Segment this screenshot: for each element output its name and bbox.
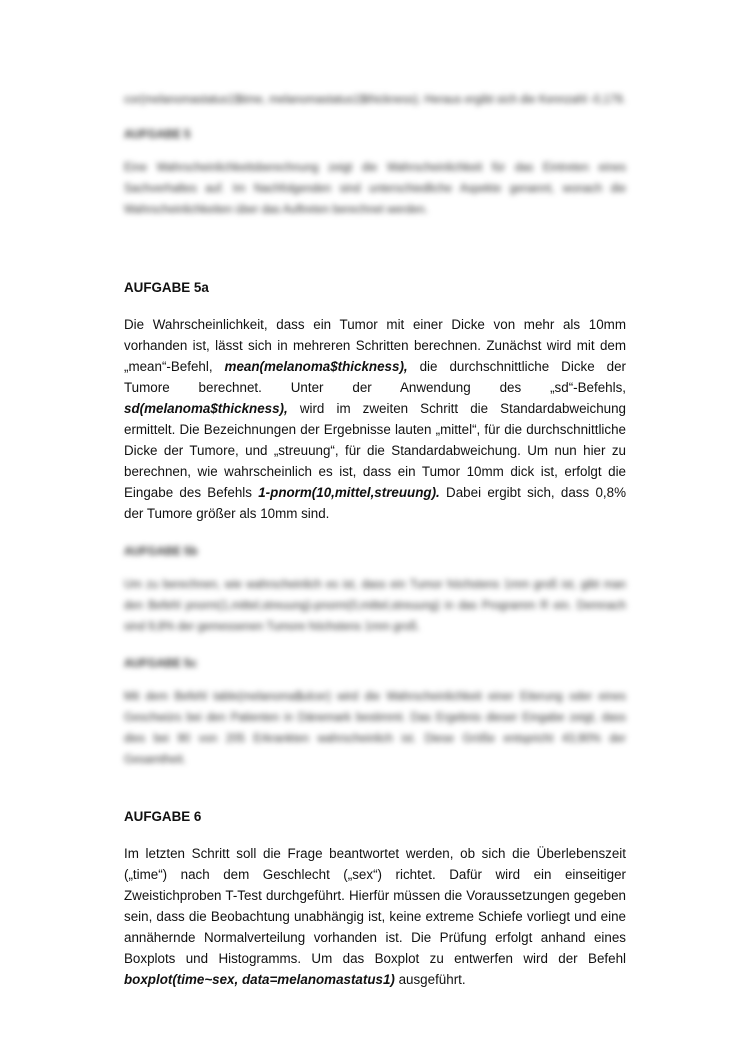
code-mean: mean(melanoma$thickness), (224, 359, 408, 374)
blurred-aufgabe-5c-paragraph: Mit dem Befehl table(melanoma$ulcer) wird die Wahrscheinlichkeit einer Eiterung oder eines Geschwürs bei den Patienten in Dänemark bestimmt. Das Ergebnis dieser Eingabe zeigt, dass dies bei 90 von 205 Erkrankten wahrscheinlich ist. Diese Größe entspricht 43,90% der Gesamtheit. (124, 691, 626, 766)
section-6 (124, 806, 626, 990)
code-boxplot: boxplot(time~sex, data=melanomastatus1) (124, 972, 395, 987)
paragraph-5a (124, 314, 626, 524)
section-5a (124, 277, 626, 524)
code-pnorm: 1-pnorm(10,mittel,streuung). (258, 485, 440, 500)
paragraph-5a-text-2: die durchschnittliche Dicke der Tumore berechnet. Unter der Anwendung des „sd“-Befehls, (124, 359, 626, 395)
blurred-intro-paragraph: cor(melanomastatus1$time, melanomastatus1$thickness). Heraus ergibt sich die Kennzahl -0,179. (124, 94, 626, 106)
blurred-top-block (124, 90, 626, 221)
paragraph-6 (124, 843, 626, 990)
heading-aufgabe-5b: AUFGABE 5b (124, 546, 198, 558)
code-sd: sd(melanoma$thickness), (124, 401, 288, 416)
blurred-middle-block (124, 542, 626, 771)
paragraph-5a-text-1: Die Wahrscheinlichkeit, dass ein Tumor mit einer Dicke von mehr als 10mm vorhanden ist, lässt sich in mehreren Schritten berechnen. Zunächst wird mit dem „mean“-Befehl, (124, 317, 626, 374)
heading-aufgabe-5c: AUFGABE 5c (124, 658, 197, 670)
heading-aufgabe-5: AUFGABE 5 (124, 129, 191, 141)
heading-aufgabe-5a: AUFGABE 5a (124, 280, 209, 295)
paragraph-5a-text-3: wird im zweiten Schritt die Standardabweichung ermittelt. Die Bezeichnungen der Ergebnisse lauten „mittel“, für die durchschnittliche Dicke der Tumore, und „streuung“, für die Standardabweichung. Um nun hier zu berechnen, wie wahrscheinlich es ist, dass ein Tumor 10mm dick ist, erfolgt die Eingabe des Befehls (124, 401, 626, 500)
paragraph-6-text-1: Im letzten Schritt soll die Frage beantwortet werden, ob sich die Überlebenszeit („time“) nach dem Geschlecht („sex“) richtet. Dafür wird ein einseitiger Zweistichproben T-Test durchgeführt. Hierfür müssen die Voraussetzungen gegeben sein, dass die Beobachtung unabhängig ist, keine extreme Schiefe vorliegt und eine annähernde Normalverteilung vorhanden ist. Die Prüfung erfolgt anhand eines Boxplots und Histogramms. Um das Boxplot zu entwerfen wird der Befehl (124, 846, 626, 966)
paragraph-6-text-2: ausgeführt. (394, 972, 466, 987)
blurred-aufgabe-5b-paragraph: Um zu berechnen, wie wahrscheinlich es ist, dass ein Tumor höchstens 1mm groß ist, gibt man den Befehl pnorm(1,mittel,streuung)-pnorm(0,mittel,streuung) in das Programm R ein. Demnach sind 9,8% der gemessenen Tumore höchstens 1mm groß. (124, 579, 626, 633)
paragraph-5a-text-4: Dabei ergibt sich, dass 0,8% der Tumore größer als 10mm sind. (124, 485, 626, 521)
heading-aufgabe-6: AUFGABE 6 (124, 809, 202, 824)
blurred-aufgabe-5-paragraph: Eine Wahrscheinlichkeitsberechnung zeigt die Wahrscheinlichkeit für das Eintreten eines Sachverhaltes auf. Im Nachfolgenden sind unterschiedliche Aspekte genannt, wonach die Wahrscheinlichkeiten über das Auftreten berechnet werden. (124, 162, 626, 216)
